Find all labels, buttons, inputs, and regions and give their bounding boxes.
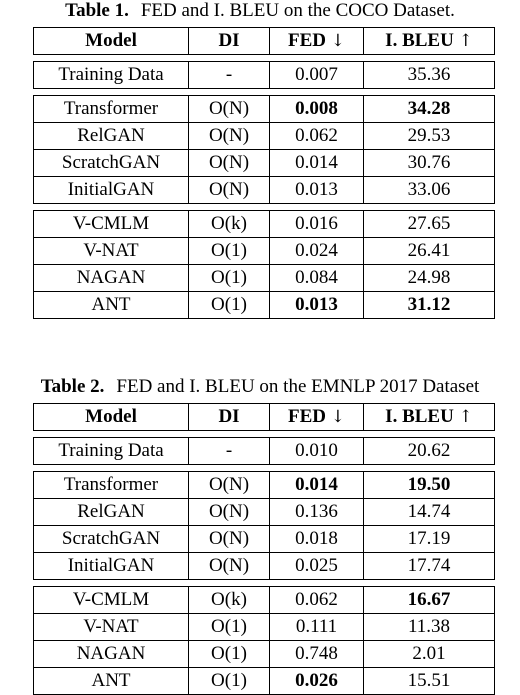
cell-bleu: 35.36 bbox=[363, 61, 495, 89]
cell-di: O(N) bbox=[188, 553, 269, 580]
cell-bleu: 24.98 bbox=[363, 265, 495, 292]
header-di: DI bbox=[188, 27, 269, 55]
cell-di: - bbox=[188, 437, 269, 465]
cell-di: O(k) bbox=[188, 210, 269, 238]
cell-fed: 0.111 bbox=[269, 614, 363, 641]
cell-model: Transformer bbox=[33, 95, 188, 123]
cell-di: O(k) bbox=[188, 586, 269, 614]
cell-fed: 0.024 bbox=[269, 238, 363, 265]
cell-di: O(N) bbox=[188, 499, 269, 526]
table-1-caption bbox=[0, 0, 520, 22]
cell-fed: 0.062 bbox=[269, 586, 363, 614]
cell-di: O(1) bbox=[188, 238, 269, 265]
cell-model: V-NAT bbox=[33, 238, 188, 265]
table-row bbox=[33, 614, 495, 641]
cell-bleu: 31.12 bbox=[363, 292, 495, 319]
cell-fed: 0.016 bbox=[269, 210, 363, 238]
table-row bbox=[33, 150, 495, 177]
cell-di: O(N) bbox=[188, 471, 269, 499]
table-row bbox=[33, 553, 495, 580]
cell-fed: 0.084 bbox=[269, 265, 363, 292]
table-row bbox=[33, 526, 495, 553]
table-row bbox=[33, 292, 495, 319]
cell-fed: 0.026 bbox=[269, 668, 363, 695]
cell-bleu: 14.74 bbox=[363, 499, 495, 526]
cell-bleu: 30.76 bbox=[363, 150, 495, 177]
cell-di: O(1) bbox=[188, 614, 269, 641]
down-arrow-icon: ↓ bbox=[330, 407, 345, 427]
table-row bbox=[33, 499, 495, 526]
table-row bbox=[33, 668, 495, 695]
cell-fed: 0.013 bbox=[269, 292, 363, 319]
table-row bbox=[33, 61, 495, 89]
table-row bbox=[33, 265, 495, 292]
table-row bbox=[33, 238, 495, 265]
cell-model: NAGAN bbox=[33, 641, 188, 668]
header-model: Model bbox=[33, 27, 188, 55]
cell-di: - bbox=[188, 61, 269, 89]
cell-di: O(N) bbox=[188, 526, 269, 553]
cell-bleu: 33.06 bbox=[363, 177, 495, 204]
table-row bbox=[33, 471, 495, 499]
cell-bleu: 17.19 bbox=[363, 526, 495, 553]
table-2 bbox=[33, 403, 495, 695]
cell-fed: 0.007 bbox=[269, 61, 363, 89]
cell-bleu: 19.50 bbox=[363, 471, 495, 499]
cell-fed: 0.062 bbox=[269, 123, 363, 150]
cell-fed: 0.014 bbox=[269, 150, 363, 177]
header-row bbox=[33, 403, 495, 431]
header-fed: FED ↓ bbox=[269, 27, 363, 55]
table-1-label: Table 1. bbox=[65, 0, 129, 21]
table-row bbox=[33, 95, 495, 123]
table-1 bbox=[33, 27, 495, 319]
cell-model: ScratchGAN bbox=[33, 150, 188, 177]
cell-model: Transformer bbox=[33, 471, 188, 499]
cell-fed: 0.025 bbox=[269, 553, 363, 580]
cell-fed: 0.018 bbox=[269, 526, 363, 553]
header-row bbox=[33, 27, 495, 55]
cell-bleu: 29.53 bbox=[363, 123, 495, 150]
cell-di: O(N) bbox=[188, 150, 269, 177]
up-arrow-icon: ↑ bbox=[458, 31, 473, 51]
cell-model: NAGAN bbox=[33, 265, 188, 292]
cell-model: RelGAN bbox=[33, 123, 188, 150]
cell-di: O(N) bbox=[188, 177, 269, 204]
table-row bbox=[33, 641, 495, 668]
cell-model: Training Data bbox=[33, 437, 188, 465]
cell-bleu: 16.67 bbox=[363, 586, 495, 614]
cell-bleu: 15.51 bbox=[363, 668, 495, 695]
cell-di: O(1) bbox=[188, 265, 269, 292]
cell-model: ScratchGAN bbox=[33, 526, 188, 553]
cell-model: RelGAN bbox=[33, 499, 188, 526]
table-row bbox=[33, 177, 495, 204]
cell-bleu: 26.41 bbox=[363, 238, 495, 265]
cell-model: ANT bbox=[33, 292, 188, 319]
cell-fed: 0.014 bbox=[269, 471, 363, 499]
up-arrow-icon: ↑ bbox=[458, 407, 473, 427]
cell-di: O(1) bbox=[188, 668, 269, 695]
cell-bleu: 2.01 bbox=[363, 641, 495, 668]
cell-bleu: 34.28 bbox=[363, 95, 495, 123]
cell-di: O(1) bbox=[188, 292, 269, 319]
header-bleu: I. BLEU ↑ bbox=[363, 27, 495, 55]
cell-bleu: 11.38 bbox=[363, 614, 495, 641]
cell-model: Training Data bbox=[33, 61, 188, 89]
cell-di: O(1) bbox=[188, 641, 269, 668]
cell-fed: 0.008 bbox=[269, 95, 363, 123]
down-arrow-icon: ↓ bbox=[330, 31, 345, 51]
cell-fed: 0.010 bbox=[269, 437, 363, 465]
cell-bleu: 17.74 bbox=[363, 553, 495, 580]
cell-bleu: 20.62 bbox=[363, 437, 495, 465]
cell-di: O(N) bbox=[188, 95, 269, 123]
cell-model: V-CMLM bbox=[33, 586, 188, 614]
table-row bbox=[33, 210, 495, 238]
table-2-label: Table 2. bbox=[40, 376, 105, 397]
cell-model: InitialGAN bbox=[33, 177, 188, 204]
table-1-caption-text: FED and I. BLEU on the COCO Dataset. bbox=[140, 0, 455, 21]
cell-fed: 0.136 bbox=[269, 499, 363, 526]
cell-model: V-NAT bbox=[33, 614, 188, 641]
header-di: DI bbox=[188, 403, 269, 431]
header-model: Model bbox=[33, 403, 188, 431]
cell-model: ANT bbox=[33, 668, 188, 695]
header-fed: FED ↓ bbox=[269, 403, 363, 431]
cell-fed: 0.013 bbox=[269, 177, 363, 204]
table-2-caption-text: FED and I. BLEU on the EMNLP 2017 Dataset bbox=[116, 376, 480, 397]
table-row bbox=[33, 123, 495, 150]
cell-bleu: 27.65 bbox=[363, 210, 495, 238]
header-bleu: I. BLEU ↑ bbox=[363, 403, 495, 431]
table-2-caption bbox=[0, 376, 520, 398]
cell-model: V-CMLM bbox=[33, 210, 188, 238]
cell-fed: 0.748 bbox=[269, 641, 363, 668]
table-row bbox=[33, 437, 495, 465]
table-row bbox=[33, 586, 495, 614]
cell-model: InitialGAN bbox=[33, 553, 188, 580]
cell-di: O(N) bbox=[188, 123, 269, 150]
